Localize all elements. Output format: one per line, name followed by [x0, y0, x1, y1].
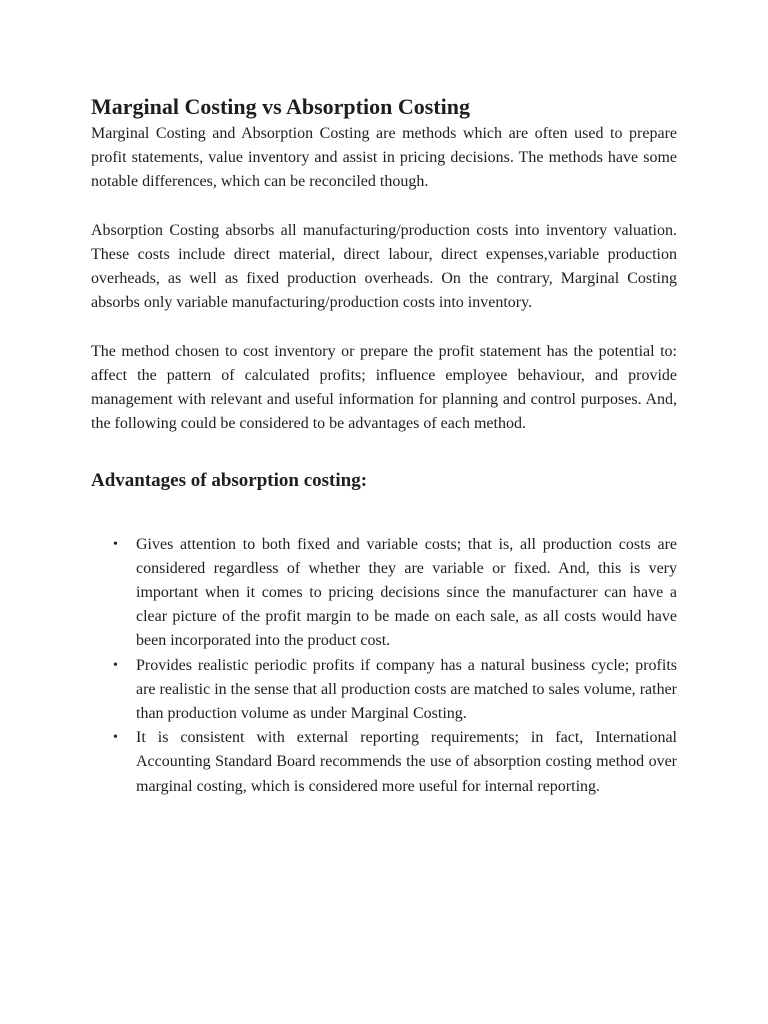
absorption-definition-paragraph: Absorption Costing absorbs all manufacturing/production costs into inventory valuation. These costs include direct material, direct labour, direct expenses,variable production overheads, as well as fixed production overheads. On the contrary, Marginal Costing absorbs only variable manufacturing/production costs into inventory.	[91, 221, 677, 312]
list-item	[113, 654, 677, 727]
list-item-text: Gives attention to both fixed and variable costs; that is, all production costs are considered regardless of whether they are variable or fixed. And, this is very important when it comes to pricing decisions since the manufacturer can have a clear picture of the profit margin to be made on each sale, as all costs would have been incorporated into the product cost.	[136, 535, 677, 650]
document-title: Marginal Costing vs Absorption Costing	[91, 94, 470, 119]
list-item	[113, 533, 677, 654]
list-item-text: Provides realistic periodic profits if company has a natural business cycle; profits are realistic in the sense that all production costs are matched to sales volume, rather than production volume as under Marginal Costing.	[136, 656, 677, 723]
bullet-icon: •	[113, 730, 118, 746]
bullet-icon: •	[113, 536, 118, 552]
section-heading: Advantages of absorption costing:	[91, 469, 368, 491]
list-item-text: It is consistent with external reporting requirements; in fact, International Accounting Standard Board recommends the use of absorption costing method over marginal costing, which is considered more useful for internal reporting.	[136, 729, 677, 795]
bullet-icon: •	[113, 657, 118, 673]
advantages-list	[91, 533, 677, 799]
list-item	[113, 726, 677, 799]
method-choice-paragraph: The method chosen to cost inventory or prepare the profit statement has the potential to: affect the pattern of calculated profits; influence employee behaviour, and provide management with relevant and useful information for planning and control purposes. And, the following could be considered to be advantages of each method.	[91, 342, 677, 433]
intro-paragraph: Marginal Costing and Absorption Costing are methods which are often used to prepare profit statements, value inventory and assist in pricing decisions. The methods have some notable differences, which can be reconciled though.	[91, 125, 677, 191]
